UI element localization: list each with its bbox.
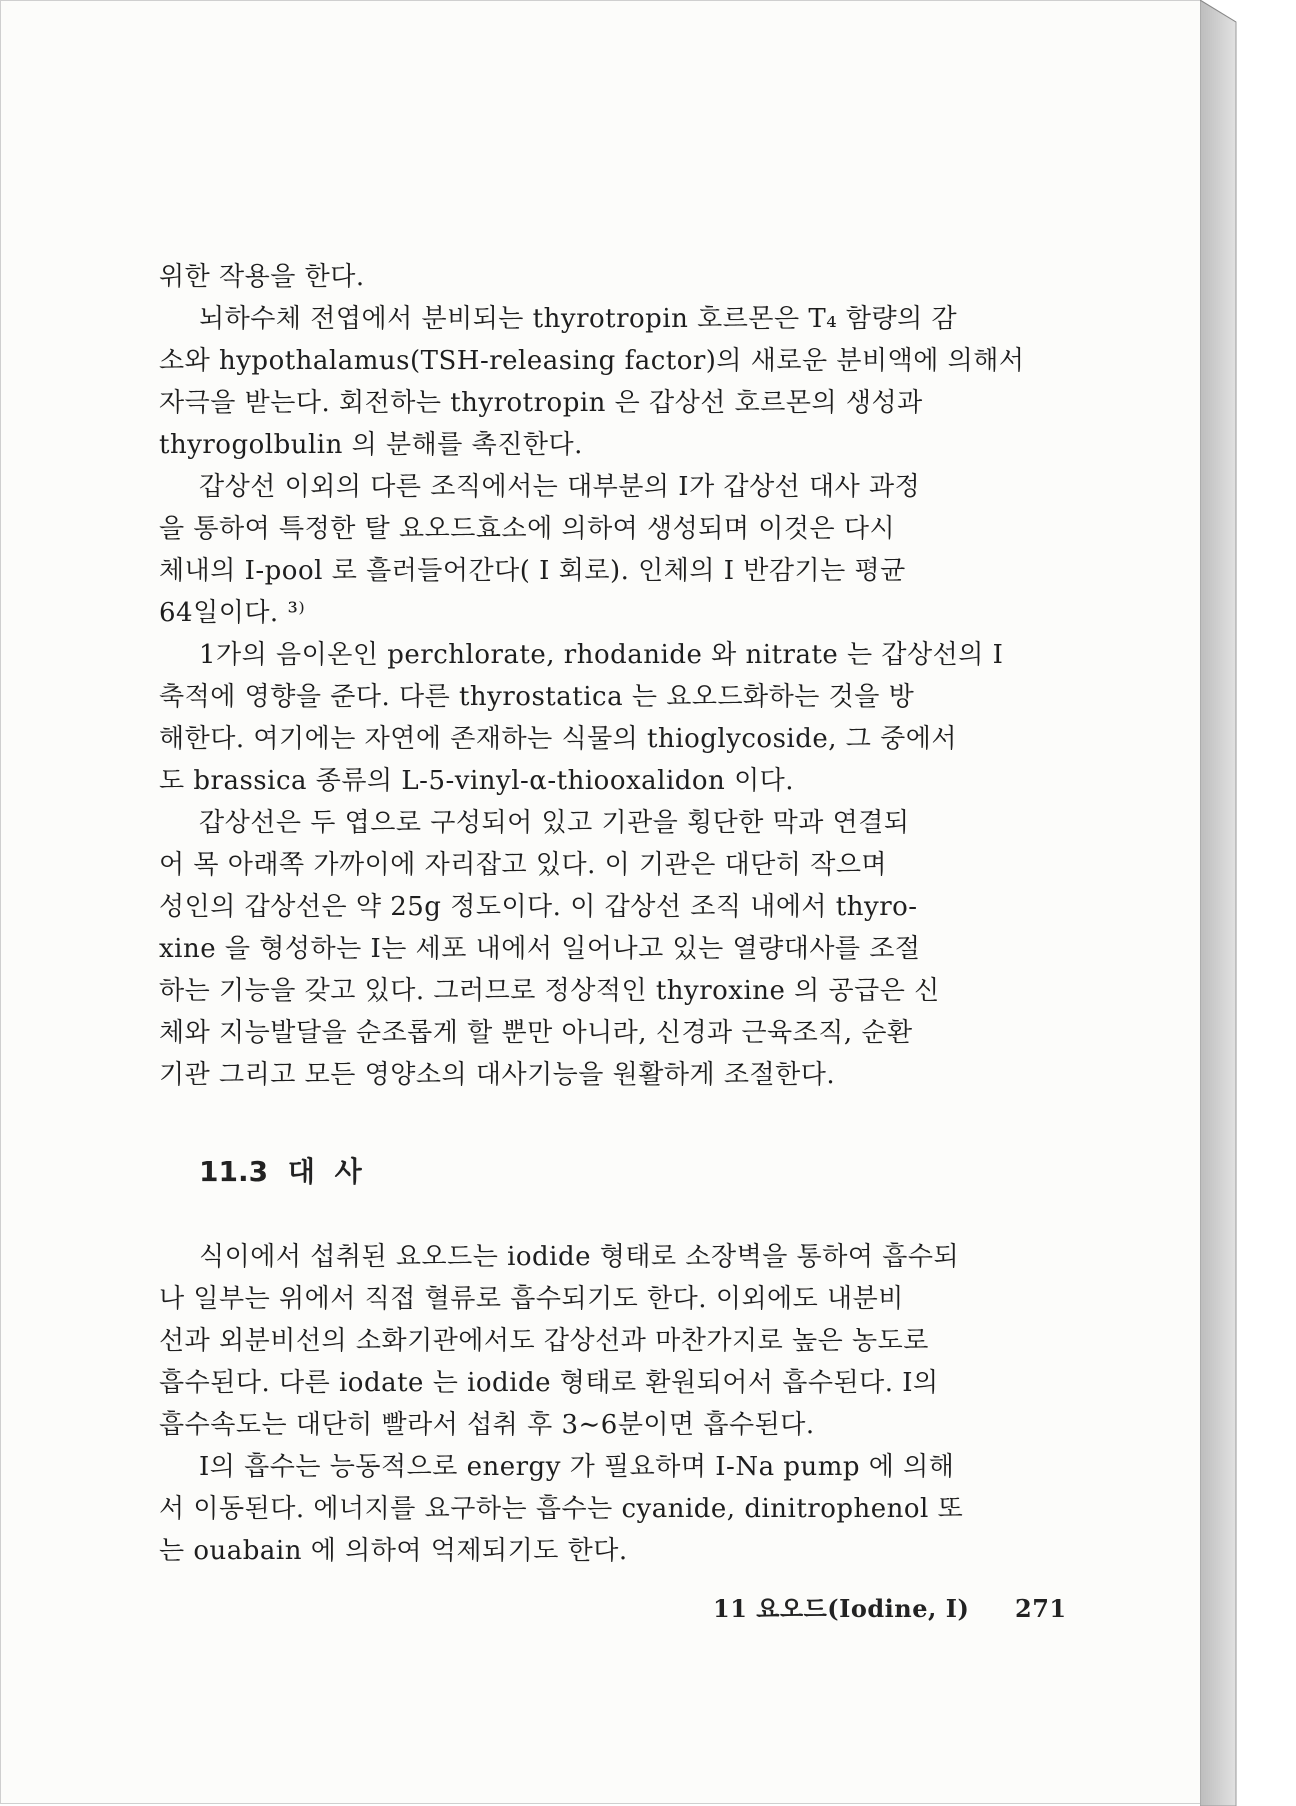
- text-line: 체내의 I-pool 로 흘러들어간다( I 회로). 인체의 I 반감기는 평균: [159, 556, 906, 586]
- text-line: 나 일부는 위에서 직접 혈류로 흡수되기도 한다. 이외에도 내분비: [159, 1284, 904, 1314]
- text-line: 선과 외분비선의 소화기관에서도 갑상선과 마찬가지로 높은 농도로: [159, 1326, 929, 1356]
- text-line: 위한 작용을 한다.: [159, 262, 365, 292]
- text-line: 해한다. 여기에는 자연에 존재하는 식물의 thioglycoside, 그 중에서: [159, 724, 958, 754]
- text-line: 을 통하여 특정한 탈 요오드효소에 의하여 생성되며 이것은 다시: [159, 514, 896, 544]
- text-line: 흡수된다. 다른 iodate 는 iodide 형태로 환원되어서 흡수된다. I의: [159, 1368, 939, 1398]
- page-number: 271: [1015, 1594, 1067, 1623]
- text-line: I의 흡수는 능동적으로 energy 가 필요하며 I-Na pump 에 의해: [199, 1452, 955, 1482]
- text-line: 어 목 아래쪽 가까이에 자리잡고 있다. 이 기관은 대단히 작으며: [159, 850, 888, 880]
- text-line: 갑상선 이외의 다른 조직에서는 대부분의 I가 갑상선 대사 과정: [199, 472, 921, 502]
- running-footer-chapter: 11 요오드(Iodine, I): [713, 1594, 970, 1623]
- text-line: 자극을 받는다. 회전하는 thyrotropin 은 갑상선 호르몬의 생성과: [159, 388, 923, 418]
- page-stack-edge: [1200, 0, 1240, 1806]
- text-line: 성인의 갑상선은 약 25g 정도이다. 이 갑상선 조직 내에서 thyro-: [159, 892, 918, 922]
- text-line: thyrogolbulin 의 분해를 촉진한다.: [159, 430, 583, 460]
- text-line: 하는 기능을 갖고 있다. 그러므로 정상적인 thyroxine 의 공급은 신: [159, 976, 940, 1006]
- text-line: 도 brassica 종류의 L-5-vinyl-α-thiooxalidon 이다.: [159, 766, 795, 796]
- text-line: 식이에서 섭취된 요오드는 iodide 형태로 소장벽을 통하여 흡수되: [199, 1242, 960, 1272]
- text-line: 는 ouabain 에 의하여 억제되기도 한다.: [159, 1536, 628, 1566]
- body-text-after-section: [159, 1236, 1039, 1572]
- text-line: 갑상선은 두 엽으로 구성되어 있고 기관을 횡단한 막과 연결되: [199, 808, 910, 838]
- body-text-before-section: [159, 256, 1039, 1096]
- page-footer: [713, 1589, 1067, 1624]
- text-line: 64일이다. ³⁾: [159, 598, 306, 628]
- text-line: 뇌하수체 전엽에서 분비되는 thyrotropin 호르몬은 T₄ 함량의 감: [199, 304, 958, 334]
- text-line: 축적에 영향을 준다. 다른 thyrostatica 는 요오드화하는 것을 방: [159, 682, 915, 712]
- text-line: 체와 지능발달을 순조롭게 할 뿐만 아니라, 신경과 근육조직, 순환: [159, 1018, 913, 1048]
- text-line: 서 이동된다. 에너지를 요구하는 흡수는 cyanide, dinitrophenol 또: [159, 1494, 964, 1524]
- section-heading: 11.3 대 사: [199, 1155, 362, 1188]
- text-line: xine 을 형성하는 I는 세포 내에서 일어나고 있는 열량대사를 조절: [159, 934, 921, 964]
- text-line: 소와 hypothalamus(TSH-releasing factor)의 새로운 분비액에 의해서: [159, 346, 1025, 376]
- text-line: 1가의 음이온인 perchlorate, rhodanide 와 nitrate 는 갑상선의 I: [199, 640, 1004, 670]
- text-line: 기관 그리고 모든 영양소의 대사기능을 원활하게 조절한다.: [159, 1060, 836, 1090]
- text-line: 흡수속도는 대단히 빨라서 섭취 후 3∼6분이면 흡수된다.: [159, 1410, 815, 1440]
